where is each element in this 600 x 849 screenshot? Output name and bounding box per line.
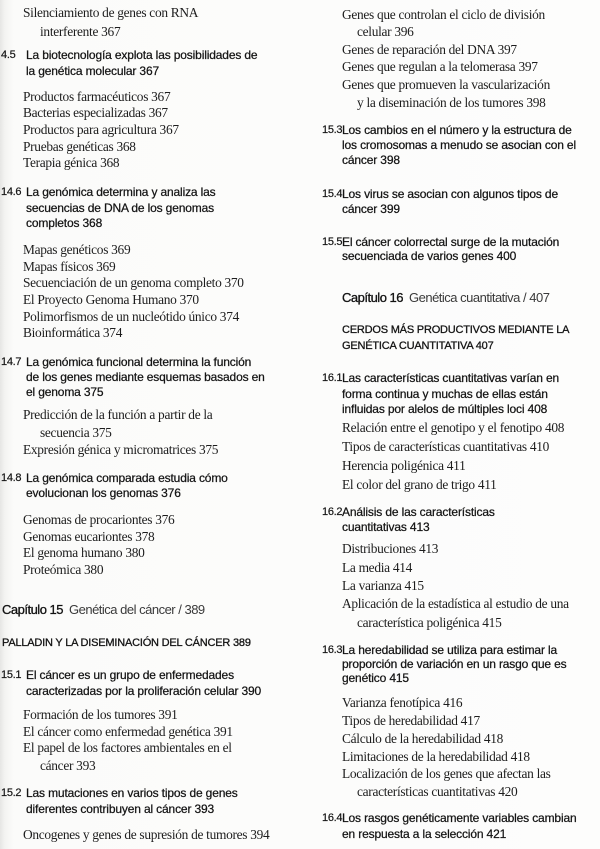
- section-heading-line: caracterizadas por la proliferación celular 390: [26, 684, 262, 698]
- toc-item: Genomas eucariontes 378: [23, 529, 155, 544]
- section-heading-line: Los virus se asocian con algunos tipos de: [342, 187, 558, 201]
- toc-item: La media 414: [342, 560, 413, 575]
- toc-item: Productos farmacéuticos 367: [23, 89, 171, 104]
- toc-item: Oncogenes y genes de supresión de tumores 394: [23, 827, 270, 842]
- section-heading-line: La heredabilidad se utiliza para estimar la: [342, 643, 558, 657]
- toc-item: El cáncer como enfermedad genética 391: [23, 724, 233, 739]
- section-heading-line: los cromosomas a menudo se asocian con el: [342, 138, 576, 152]
- toc-item: El genoma humano 380: [23, 545, 145, 560]
- toc-item: Genes de reparación del DNA 397: [342, 42, 517, 57]
- toc-item-continuation: característica poligénica 415: [357, 615, 502, 630]
- section-heading-line: forma continua y muchas de ellas están: [342, 387, 548, 401]
- toc-item: El color del grano de trigo 411: [342, 477, 497, 492]
- section-heading-line: cuantitativas 413: [342, 520, 430, 534]
- toc-item: Pruebas genéticas 368: [23, 139, 136, 154]
- section-number: 15.1: [1, 669, 22, 681]
- toc-item-continuation: interferente 367: [40, 24, 121, 39]
- toc-item: Localización de los genes que afectan las: [342, 766, 551, 781]
- toc-item: Silenciamiento de genes con RNA: [23, 5, 199, 20]
- toc-item: Terapia génica 368: [23, 155, 120, 170]
- chapter-title: Genética cuantitativa / 407: [409, 290, 550, 305]
- section-heading-line: La genómica funcional determina la función: [26, 355, 252, 369]
- toc-item-continuation: secuencia 375: [40, 425, 112, 440]
- section-heading-line: secuencias de DNA de los genomas: [26, 201, 214, 215]
- section-heading-line: de los genes mediante esquemas basados en: [26, 370, 265, 384]
- toc-item: Bacterias especializadas 367: [23, 105, 168, 120]
- section-heading-line: evolucionan los genomas 376: [26, 486, 181, 500]
- toc-item: Polimorfismos de un nucleótido único 374: [23, 309, 239, 324]
- section-number: 4.5: [1, 49, 16, 61]
- chapter-heading: [2, 598, 205, 622]
- section-heading-line: la genética molecular 367: [26, 64, 160, 78]
- section-number: 16.4: [322, 812, 343, 824]
- toc-item: Genes que promueven la vascularización: [342, 77, 550, 92]
- section-number: 15.5: [322, 236, 343, 248]
- section-heading-line: completos 368: [26, 216, 103, 230]
- toc-item: Tipos de características cuantitativas 410: [342, 439, 550, 454]
- toc-item: Limitaciones de la heredabilidad 418: [342, 749, 530, 764]
- toc-item: Secuenciación de un genoma completo 370: [23, 275, 244, 290]
- toc-item: La varianza 415: [342, 578, 424, 593]
- toc-item: Herencia poligénica 411: [342, 458, 466, 473]
- toc-item: Cálculo de la heredabilidad 418: [342, 731, 503, 746]
- toc-item: Predicción de la función a partir de la: [23, 407, 213, 422]
- section-heading-line: secuenciada de varios genes 400: [342, 249, 517, 263]
- toc-item: Formación de los tumores 391: [23, 707, 178, 722]
- section-heading-line: Los rasgos genéticamente variables cambian: [342, 811, 577, 825]
- section-heading-line: cáncer 399: [342, 202, 400, 216]
- toc-item: El papel de los factores ambientales en el: [23, 740, 232, 755]
- section-heading-line: El cáncer colorrectal surge de la mutación: [342, 235, 560, 249]
- section-number: 15.4: [322, 188, 343, 200]
- toc-item: Genomas de procariontes 376: [23, 512, 175, 527]
- section-number: 14.6: [1, 186, 22, 198]
- section-number: 14.7: [1, 356, 22, 368]
- toc-item: Bioinformática 374: [23, 325, 123, 340]
- section-heading-line: Las mutaciones en varios tipos de genes: [26, 786, 238, 800]
- part-heading-line: PALLADIN Y LA DISEMINACIÓN DEL CÁNCER 389: [2, 637, 251, 649]
- toc-item: Expresión génica y micromatrices 375: [23, 442, 219, 457]
- chapter-title: Genética del cáncer / 389: [69, 602, 205, 617]
- toc-item: El Proyecto Genoma Humano 370: [23, 292, 199, 307]
- section-number: 16.3: [322, 644, 343, 656]
- chapter-label: Capítulo 16: [342, 290, 403, 305]
- section-number: 16.2: [322, 506, 343, 518]
- part-heading-line: CERDOS MÁS PRODUCTIVOS MEDIANTE LA: [342, 324, 570, 336]
- section-heading-line: proporción de variación en un rasgo que es: [342, 657, 567, 671]
- section-number: 15.3: [322, 124, 343, 136]
- toc-item: Tipos de heredabilidad 417: [342, 713, 480, 728]
- section-heading-line: diferentes contribuyen al cáncer 393: [26, 802, 215, 816]
- toc-item: Productos para agricultura 367: [23, 122, 179, 137]
- section-number: 15.2: [1, 787, 22, 799]
- part-heading-line: GENÉTICA CUANTITATIVA 407: [342, 340, 494, 352]
- section-heading-line: influidas por alelos de múltiples loci 408: [342, 402, 548, 416]
- section-number: 16.1: [322, 372, 343, 384]
- section-heading-line: genético 415: [342, 671, 409, 685]
- section-heading-line: el genoma 375: [26, 385, 104, 399]
- toc-item-continuation: cáncer 393: [40, 758, 96, 773]
- toc-item: Mapas físicos 369: [23, 259, 116, 274]
- section-heading-line: Análisis de las características: [342, 505, 495, 519]
- toc-item: Distribuciones 413: [342, 541, 439, 556]
- toc-item: Proteómica 380: [23, 562, 104, 577]
- toc-item-continuation: celular 396: [357, 24, 414, 39]
- toc-item: Aplicación de la estadística al estudio de una: [342, 596, 569, 611]
- section-number: 14.8: [1, 472, 22, 484]
- chapter-label: Capítulo 15: [2, 602, 63, 617]
- toc-item: Mapas genéticos 369: [23, 242, 131, 257]
- section-heading-line: en respuesta a la selección 421: [342, 827, 507, 841]
- section-heading-line: El cáncer es un grupo de enfermedades: [26, 668, 234, 682]
- toc-item: Varianza fenotípica 416: [342, 695, 463, 710]
- toc-item-continuation: y la diseminación de los tumores 398: [357, 95, 546, 110]
- section-heading-line: cáncer 398: [342, 153, 400, 167]
- toc-item-continuation: características cuantitativas 420: [357, 784, 518, 799]
- section-heading-line: La genómica determina y analiza las: [26, 185, 216, 199]
- section-heading-line: La genómica comparada estudia cómo: [26, 471, 228, 485]
- chapter-heading: [342, 286, 549, 310]
- section-heading-line: La biotecnología explota las posibilidades de: [26, 48, 258, 62]
- toc-item: Relación entre el genotipo y el fenotipo 408: [342, 420, 565, 435]
- toc-item: Genes que regulan a la telomerasa 397: [342, 59, 538, 74]
- section-heading-line: Las características cuantitativas varían en: [342, 371, 559, 385]
- section-heading-line: Los cambios en el número y la estructura de: [342, 123, 572, 137]
- toc-item: Genes que controlan el ciclo de división: [342, 7, 545, 22]
